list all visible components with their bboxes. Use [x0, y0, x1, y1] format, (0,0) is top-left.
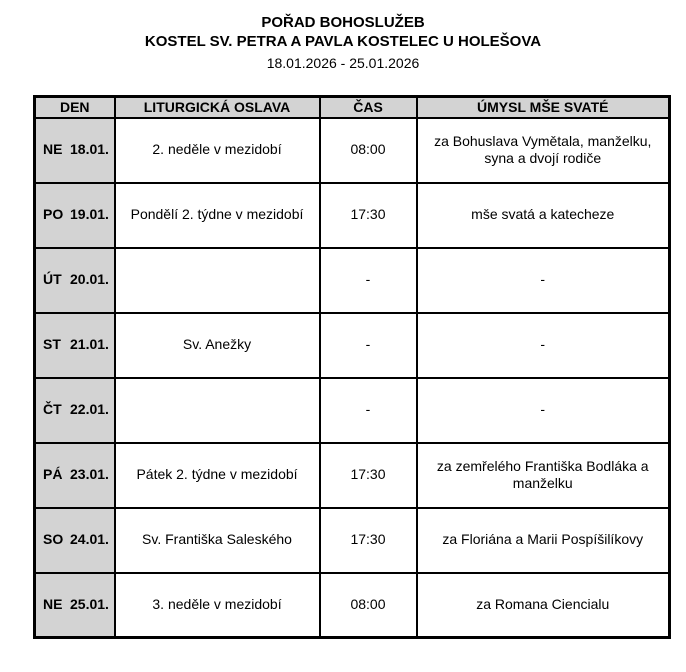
table-row [35, 573, 670, 638]
day-abbr: ČT [43, 401, 62, 418]
celebration-cell: Pondělí 2. týdne v mezidobí [115, 183, 320, 248]
day-cell [35, 118, 115, 183]
day-date: 23.01. [70, 466, 109, 483]
table-row [35, 183, 670, 248]
day-date: 22.01. [70, 401, 109, 418]
table-row [35, 313, 670, 378]
day-cell [35, 313, 115, 378]
table-row [35, 443, 670, 508]
table-row [35, 118, 670, 183]
celebration-cell: 3. neděle v mezidobí [115, 573, 320, 638]
time-cell: 08:00 [320, 573, 417, 638]
page-title: POŘAD BOHOSLUŽEB [261, 14, 425, 31]
celebration-cell [115, 378, 320, 443]
table-row [35, 508, 670, 573]
time-cell: - [320, 378, 417, 443]
day-abbr: ST [43, 336, 61, 353]
intention-cell: za Romana Ciencialu [417, 573, 670, 638]
day-abbr: PÁ [43, 466, 63, 483]
day-abbr: NE [43, 141, 63, 158]
celebration-cell: Sv. Anežky [115, 313, 320, 378]
day-date: 20.01. [70, 271, 109, 288]
day-cell [35, 508, 115, 573]
col-header-liturgicka-oslava: LITURGICKÁ OSLAVA [115, 97, 320, 118]
table-row [35, 378, 670, 443]
day-date: 18.01. [70, 141, 109, 158]
day-date: 21.01. [70, 336, 109, 353]
schedule-table [33, 95, 671, 639]
time-cell: - [320, 248, 417, 313]
day-abbr: SO [43, 531, 64, 548]
document-header [0, 0, 686, 72]
page-subtitle: KOSTEL SV. PETRA A PAVLA KOSTELEC U HOLEŠOVA [144, 33, 542, 50]
day-date: 19.01. [70, 206, 109, 223]
intention-cell: - [417, 378, 670, 443]
time-cell: 17:30 [320, 508, 417, 573]
intention-cell: za zemřelého Františka Bodláka a manželku [417, 443, 670, 508]
intention-cell: za Bohuslava Vymětala, manželku, syna a dvojí rodiče [417, 118, 670, 183]
time-cell: 17:30 [320, 183, 417, 248]
table-row [35, 248, 670, 313]
time-cell: 17:30 [320, 443, 417, 508]
table-header-row [35, 97, 670, 118]
celebration-cell [115, 248, 320, 313]
intention-cell: mše svatá a katecheze [417, 183, 670, 248]
col-header-den: DEN [35, 97, 115, 118]
day-abbr: PO [43, 206, 64, 223]
day-cell [35, 573, 115, 638]
day-cell [35, 443, 115, 508]
day-cell [35, 378, 115, 443]
col-header-cas: ČAS [320, 97, 417, 118]
celebration-cell: Pátek 2. týdne v mezidobí [115, 443, 320, 508]
intention-cell: - [417, 248, 670, 313]
day-cell [35, 183, 115, 248]
celebration-cell: 2. neděle v mezidobí [115, 118, 320, 183]
day-abbr: NE [43, 596, 63, 612]
day-date: 24.01. [70, 531, 109, 548]
time-cell: - [320, 313, 417, 378]
time-cell: 08:00 [320, 118, 417, 183]
intention-cell: - [417, 313, 670, 378]
intention-cell: za Floriána a Marii Pospíšilíkovy [417, 508, 670, 573]
date-range: 18.01.2026 - 25.01.2026 [266, 55, 420, 71]
day-cell [35, 248, 115, 313]
celebration-cell: Sv. Františka Saleského [115, 508, 320, 573]
day-date: 25.01. [70, 596, 109, 612]
col-header-umysl-mse-svate: ÚMYSL MŠE SVATÉ [417, 97, 670, 118]
day-abbr: ÚT [43, 271, 62, 288]
